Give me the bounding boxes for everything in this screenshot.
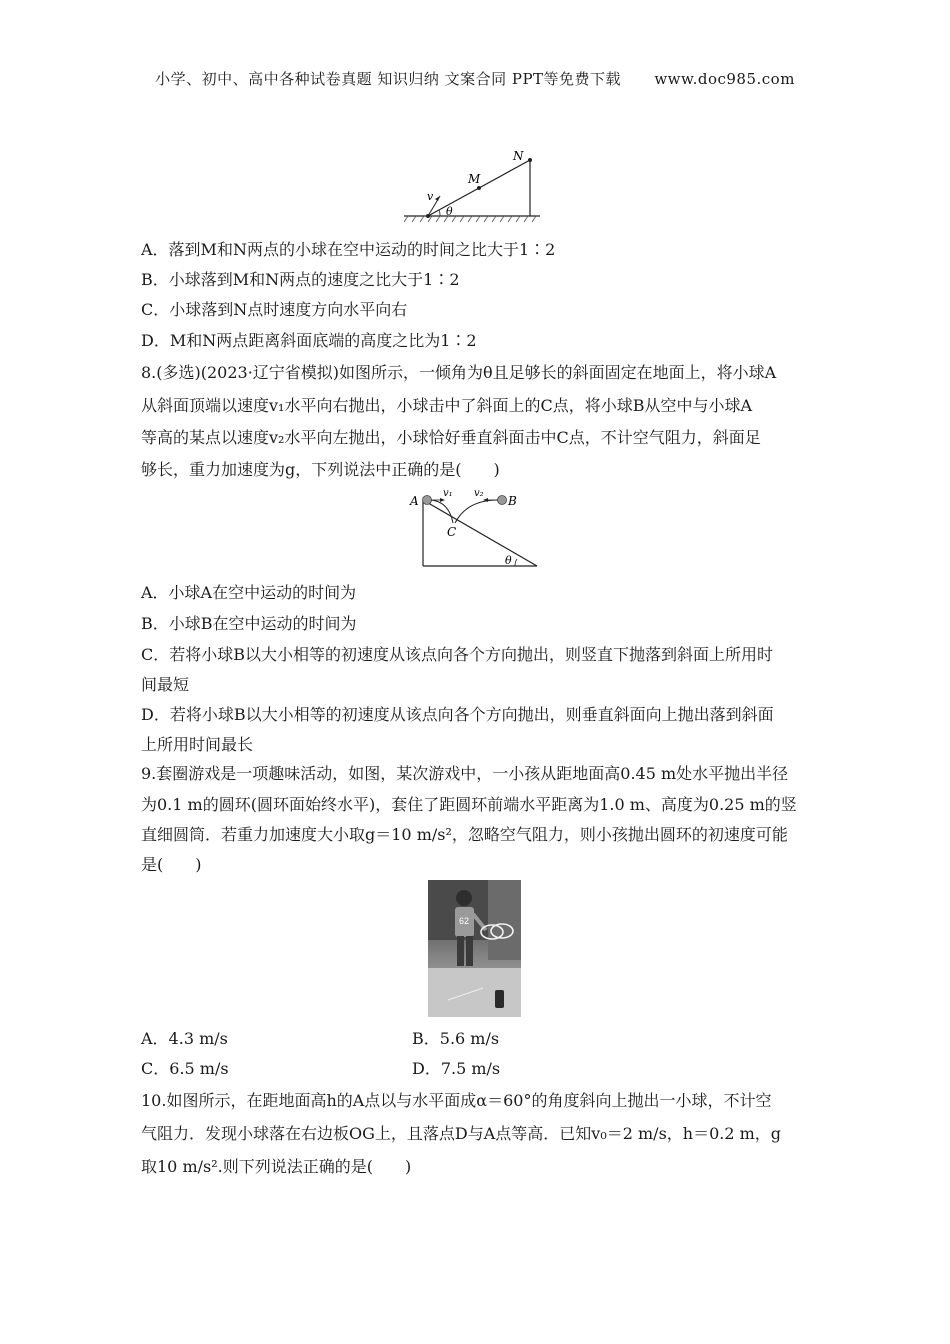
q7-option-b: B．小球落到M和N两点的速度之比大于1∶2 — [141, 270, 460, 289]
q8-option-c-cont: 间最短 — [141, 675, 190, 694]
q8-stem-line-4: 够长，重力加速度为g，下列说法中正确的是( ) — [141, 460, 500, 479]
q8-stem-line-2: 从斜面顶端以速度v₁水平向右抛出，小球击中了斜面上的C点，将小球B从空中与小球A — [141, 396, 753, 415]
q7-option-a: A．落到M和N两点的小球在空中运动的时间之比大于1∶2 — [141, 240, 556, 259]
label-n: N — [513, 149, 524, 163]
q8-option-c: C．若将小球B以大小相等的初速度从该点向各个方向抛出，则竖直下抛落到斜面上所用时 — [141, 645, 774, 664]
q9-stem-line-3: 直细圆筒．若重力加速度大小取g＝10 m/s²，忽略空气阻力，则小孩抛出圆环的初速度可能 — [141, 825, 788, 844]
q8-option-a: A．小球A在空中运动的时间为 — [141, 583, 357, 602]
header-text: 小学、初中、高中各种试卷真题 知识归纳 文案合同 PPT等免费下载 — [155, 70, 622, 88]
page-header — [0, 68, 950, 89]
q9-option-d: D．7.5 m/s — [412, 1059, 501, 1078]
label-b: B — [508, 494, 517, 508]
q10-stem-line-2: 气阻力．发现小球落在右边板OG上，且落点D与A点等高．已知v₀＝2 m/s，h＝0.2 m，g — [141, 1124, 782, 1143]
q9-stem-line-1: 9.套圈游戏是一项趣味活动，如图，某次游戏中，一小孩从距地面高0.45 m处水平抛出半径 — [141, 764, 789, 783]
q8-option-d-cont: 上所用时间最长 — [141, 735, 254, 754]
q9-option-c: C．6.5 m/s — [141, 1059, 229, 1078]
incline-figure-q8 — [405, 488, 545, 570]
q9-option-b: B．5.6 m/s — [412, 1029, 500, 1048]
q9-option-a: A．4.3 m/s — [141, 1029, 228, 1048]
q10-stem-line-3: 取10 m/s².则下列说法正确的是( ) — [141, 1157, 412, 1176]
q7-option-c: C．小球落到N点时速度方向水平向右 — [141, 300, 408, 319]
label-theta: θ — [505, 554, 512, 567]
q8-stem-line-3: 等高的某点以速度v₂水平向左抛出，小球恰好垂直斜面击中C点，不计空气阻力，斜面足 — [141, 428, 761, 447]
label-theta: θ — [446, 205, 453, 218]
ring-toss-photo — [428, 880, 521, 1017]
label-m: M — [468, 172, 481, 186]
shirt-number: 62 — [459, 916, 470, 926]
q8-stem-line-1: 8.(多选)(2023·辽宁省模拟)如图所示，一倾角为θ且足够长的斜面固定在地面上，将小球A — [141, 363, 777, 382]
q8-option-d: D．若将小球B以大小相等的初速度从该点向各个方向抛出，则垂直斜面向上抛出落到斜面 — [141, 705, 774, 724]
q8-option-b: B．小球B在空中运动的时间为 — [141, 614, 357, 633]
header-site: www.doc985.com — [654, 70, 795, 88]
q9-stem-line-2: 为0.1 m的圆环(圆环面始终水平)，套住了距圆环前端水平距离为1.0 m、高度为0.25 m的竖 — [141, 795, 797, 814]
label-a: A — [410, 494, 419, 508]
label-v1: v₁ — [443, 488, 453, 499]
q10-stem-line-1: 10.如图所示，在距地面高h的A点以与水平面成α＝60°的角度斜向上抛出一小球，不计空 — [141, 1091, 772, 1110]
label-v2: v₂ — [474, 488, 484, 499]
q7-option-d: D．M和N两点距离斜面底端的高度之比为1∶2 — [141, 331, 477, 350]
label-v: v — [427, 190, 434, 203]
label-c: C — [447, 525, 457, 539]
incline-figure-q7 — [400, 148, 550, 226]
q9-stem-line-4: 是( ) — [141, 855, 202, 874]
